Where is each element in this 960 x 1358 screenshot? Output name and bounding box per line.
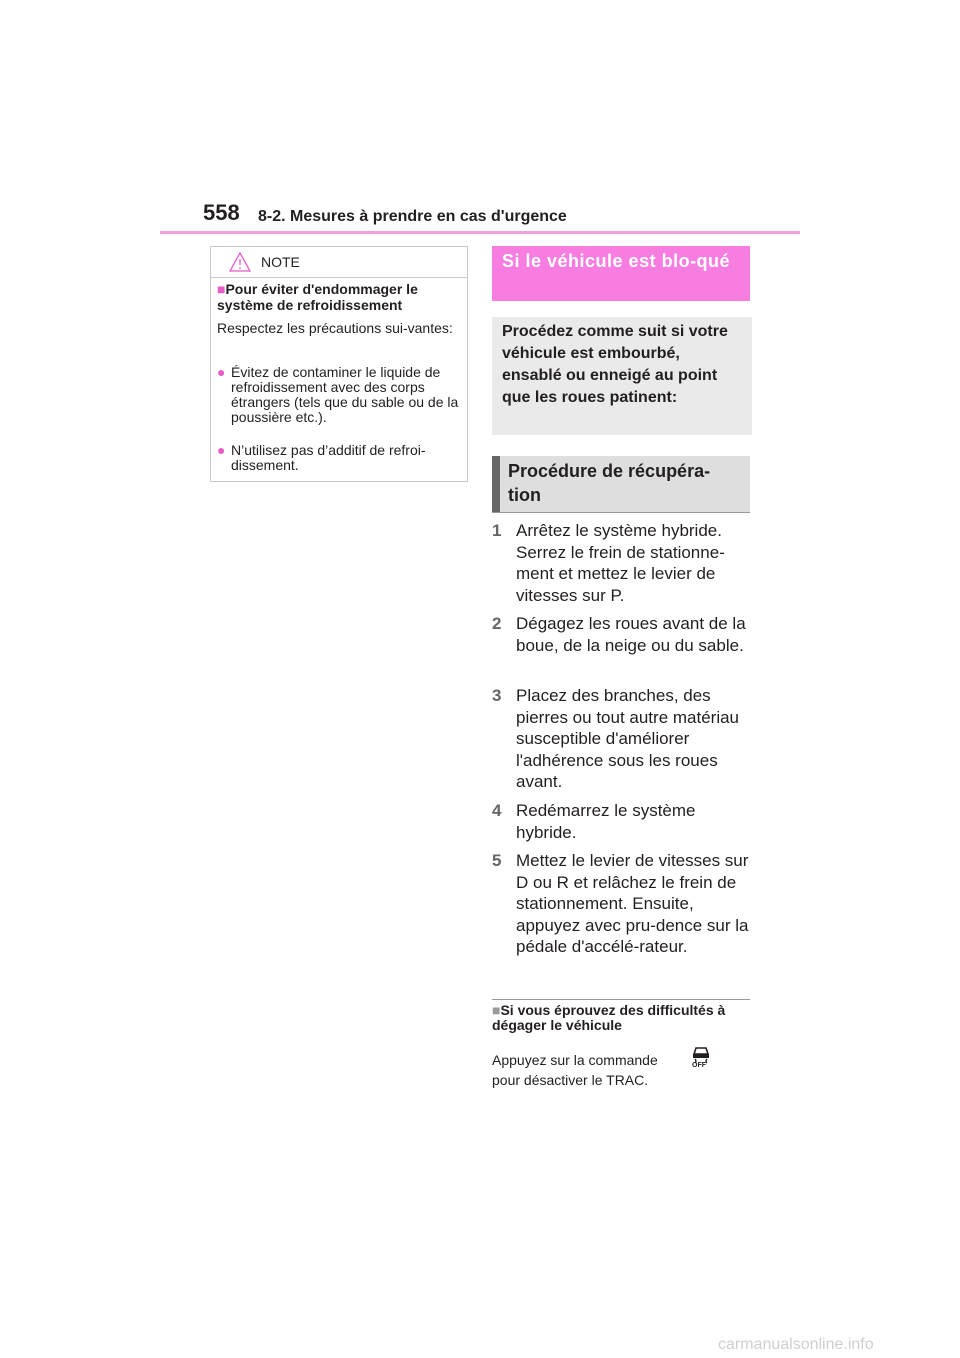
step-text: Arrêtez le système hybride. Serrez le frein de stationne-ment et mettez le levier de vitesses sur P. — [516, 521, 725, 605]
tip-marker: ■ — [492, 1002, 501, 1018]
warning-icon — [229, 252, 251, 272]
step-2 — [492, 613, 754, 656]
step-5 — [492, 850, 754, 958]
step-3 — [492, 685, 754, 793]
tip-text: Appuyez sur la commande pour désactiver le TRAC. — [492, 1052, 658, 1088]
step-number: 5 — [492, 851, 502, 870]
watermark: carmanualsonline.info — [718, 1336, 874, 1353]
note-bullet-text: Évitez de contaminer le liquide de refroidissement avec des corps étrangers (tels que du sable ou de la poussière etc.). — [231, 364, 459, 425]
intro-box: Procédez comme suit si votre véhicule est embourbé, ensablé ou enneigé au point que les roues patinent: — [492, 317, 752, 435]
step-4 — [492, 800, 754, 843]
note-bullet-text: N’utilisez pas d’additif de refroi-dissement. — [231, 442, 426, 473]
step-text: Mettez le levier de vitesses sur D ou R et relâchez le frein de stationnement. Ensuite, appuyez avec pru-dence sur la pédale d'accélé-rateur. — [516, 851, 749, 956]
step-number: 1 — [492, 521, 502, 540]
header-rule — [160, 231, 800, 234]
step-number: 3 — [492, 686, 502, 705]
note-subtitle — [217, 281, 463, 313]
step-text: Placez des branches, des pierres ou tout autre matériau susceptible d'améliorer l'adhérence sous les roues avant. — [516, 686, 740, 791]
note-bullet-1 — [217, 365, 463, 425]
tip-title-text: Si vous éprouvez des difficultés à dégager le véhicule — [492, 1002, 726, 1033]
step-1 — [492, 520, 754, 606]
step-number: 2 — [492, 614, 502, 633]
note-intro: Respectez les précautions sui-vantes: — [217, 320, 453, 336]
procedure-rule — [492, 512, 750, 513]
bullet-dot: ● — [217, 442, 226, 458]
page-number: 558 — [203, 200, 240, 225]
section-title: 8-2. Mesures à prendre en cas d'urgence — [258, 208, 567, 225]
vehicle-stuck-banner: Si le véhicule est blo-qué — [492, 246, 750, 301]
step-text: Redémarrez le système hybride. — [516, 801, 696, 842]
trac-off-label: OFF — [692, 1062, 706, 1069]
tip-title — [492, 1003, 754, 1033]
note-subtitle-marker: ■ — [217, 281, 226, 297]
note-header — [211, 247, 467, 278]
bullet-dot: ● — [217, 364, 226, 380]
note-subtitle-text: Pour éviter d'endommager le système de refroidissement — [217, 281, 418, 313]
step-text: Dégagez les roues avant de la boue, de la neige ou du sable. — [516, 614, 746, 655]
step-number: 4 — [492, 801, 502, 820]
note-box — [210, 246, 468, 482]
tip-rule — [492, 999, 750, 1000]
procedure-heading: Procédure de récupéra-tion — [492, 456, 750, 512]
note-bullet-2 — [217, 443, 463, 473]
note-label: NOTE — [261, 254, 300, 270]
